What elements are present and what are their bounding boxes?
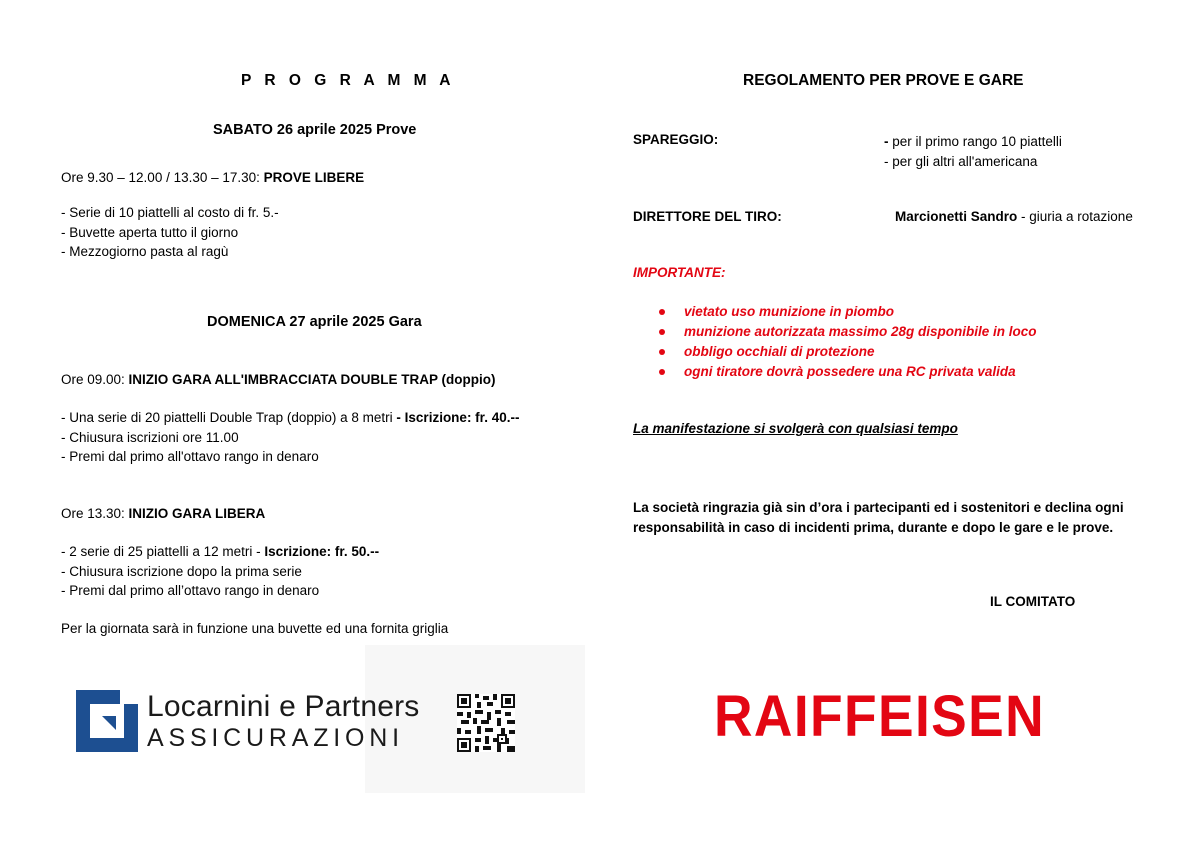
event2-item: - Chiusura iscrizione dopo la prima serie: [61, 563, 302, 579]
spareggio-label: SPAREGGIO:: [633, 132, 719, 147]
bullet-icon: [659, 369, 665, 375]
spareggio-line: [884, 132, 1062, 152]
rules-list: [684, 302, 1037, 382]
event2-fee: Iscrizione: fr. 50.--: [264, 544, 380, 559]
rule-item: [684, 302, 1037, 322]
rule-text: vietato uso munizione in piombo: [684, 304, 895, 319]
raiffeisen-logo: RAIFFEISEN: [714, 684, 1046, 749]
bullet-icon: [659, 309, 665, 315]
event1-title: INIZIO GARA ALL'IMBRACCIATA DOUBLE TRAP (doppio): [128, 372, 496, 387]
rule-item: [684, 362, 1037, 382]
director-name: Marcionetti Sandro: [895, 209, 1018, 224]
director-value: [895, 209, 1133, 224]
buvette-note: Per la giornata sarà in funzione una buvette ed una fornita griglia: [61, 621, 449, 636]
weather-note: La manifestazione si svolgerà con qualsiasi tempo: [633, 421, 958, 436]
event1-fee: - Iscrizione: fr. 40.--: [396, 410, 520, 425]
rule-text: ogni tiratore dovrà possedere una RC privata valida: [684, 364, 1016, 379]
locarnini-logo-icon: [76, 690, 138, 752]
saturday-item: - Buvette aperta tutto il giorno: [61, 224, 239, 240]
rule-text: obbligo occhiali di protezione: [684, 344, 875, 359]
spareggio-line1-text: per il primo rango 10 piattelli: [892, 134, 1062, 149]
saturday-activity: PROVE LIBERE: [263, 170, 365, 185]
event1-time: Ore 09.00:: [61, 372, 129, 387]
sunday-title: DOMENICA 27 aprile 2025 Gara: [207, 314, 422, 330]
saturday-title: SABATO 26 aprile 2025 Prove: [213, 122, 417, 138]
locarnini-name: Locarnini e Partners: [147, 690, 420, 723]
event1-items: [61, 408, 519, 467]
saturday-items: [61, 203, 279, 262]
rule-item: [684, 342, 1037, 362]
spareggio-dash: -: [884, 134, 893, 149]
thanks-line: La società ringrazia già sin d’ora i partecipanti ed i sostenitori e declina ogni: [633, 500, 1124, 515]
director-rest: - giuria a rotazione: [1017, 209, 1133, 224]
event2-item-text: - 2 serie di 25 piattelli a 12 metri -: [61, 544, 265, 559]
event2-item: [61, 542, 379, 562]
rule-text: munizione autorizzata massimo 28g disponibile in loco: [684, 324, 1037, 339]
event1-item: [61, 408, 519, 428]
bullet-icon: [659, 329, 665, 335]
spareggio-line: - per gli altri all'americana: [884, 153, 1038, 169]
rules-heading: REGOLAMENTO PER PROVE E GARE: [743, 72, 1024, 89]
event2-time: Ore 13.30:: [61, 506, 129, 521]
event1-item: - Premi dal primo all'ottavo rango in denaro: [61, 449, 319, 464]
event1-header: [61, 372, 495, 387]
saturday-item: - Mezzogiorno pasta al ragù: [61, 244, 229, 259]
director-label: DIRETTORE DEL TIRO:: [633, 209, 782, 224]
qr-code-icon: [457, 694, 515, 752]
event2-item: - Premi dal primo all’ottavo rango in denaro: [61, 583, 320, 598]
saturday-time: Ore 9.30 – 12.00 / 13.30 – 17.30:: [61, 170, 264, 185]
event2-header: [61, 506, 265, 521]
spareggio-lines: [884, 132, 1062, 171]
rule-item: [684, 322, 1037, 342]
saturday-item: - Serie di 10 piattelli al costo di fr. 5.-: [61, 205, 279, 220]
event1-item: - Chiusura iscrizioni ore 11.00: [61, 429, 239, 445]
locarnini-subtitle: ASSICURAZIONI: [147, 724, 404, 752]
bullet-icon: [659, 349, 665, 355]
thanks-text: [633, 498, 1124, 537]
event1-item-text: - Una serie di 20 piattelli Double Trap (doppio) a 8 metri: [61, 410, 397, 425]
important-label: IMPORTANTE:: [633, 265, 726, 280]
event2-title: INIZIO GARA LIBERA: [128, 506, 266, 521]
event2-items: [61, 542, 379, 601]
signature: IL COMITATO: [990, 594, 1076, 609]
program-heading: P R O G R A M M A: [241, 72, 455, 89]
thanks-line: responsabilità in caso di incidenti prima, durante e dopo le gare e le prove.: [633, 519, 1114, 535]
saturday-schedule: [61, 170, 364, 185]
